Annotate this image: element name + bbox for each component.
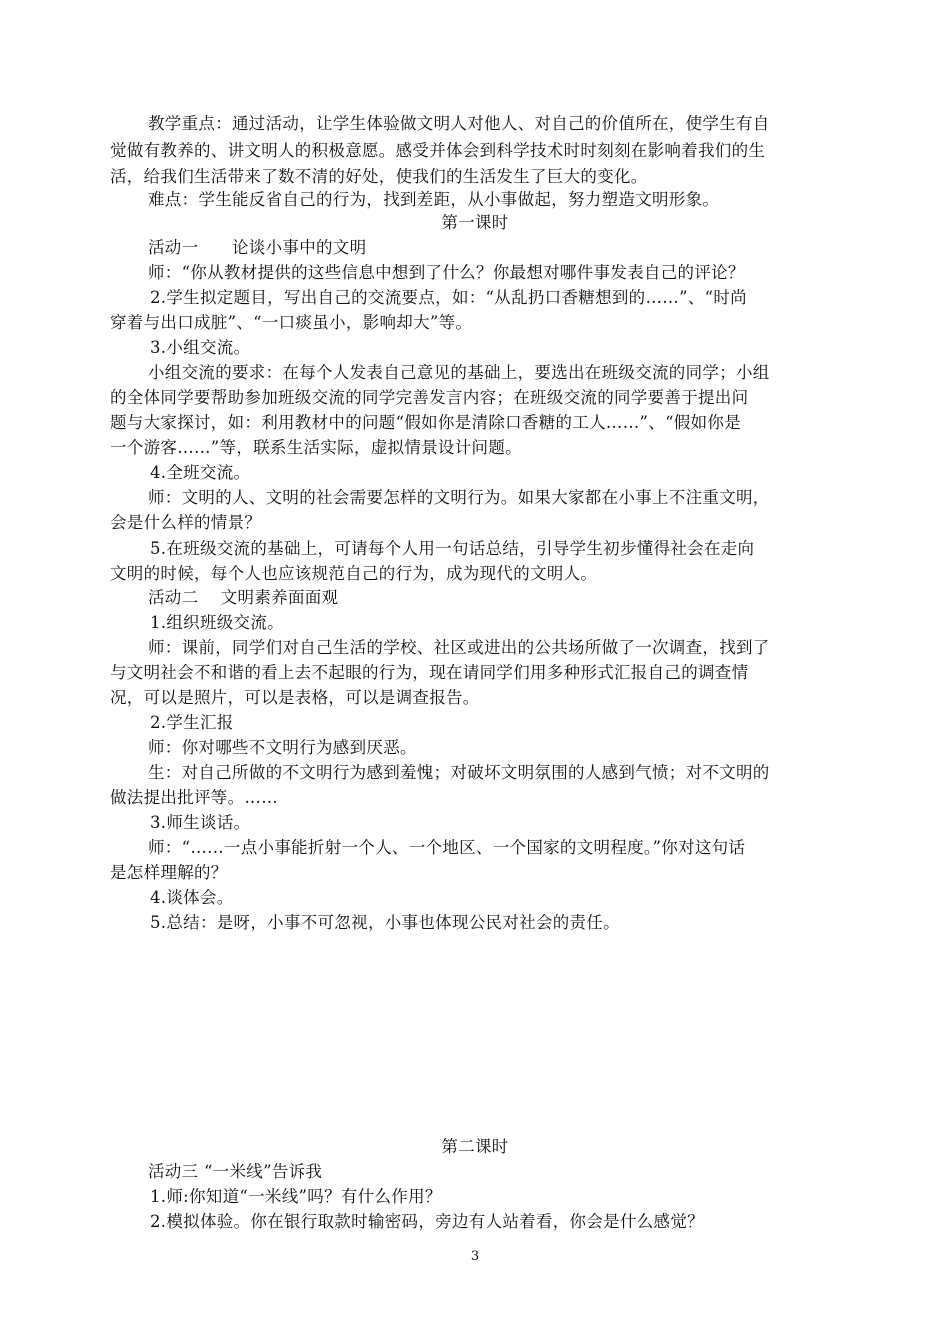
- list-item: 4.谈体会。: [150, 888, 234, 907]
- paragraph-line: 觉做有教养的、讲文明人的积极意愿。感受并体会到科学技术时时刻刻在影响着我们的生: [110, 141, 766, 160]
- paragraph-line: 穿着与出口成脏”、“一口痰虽小，影响却大”等。: [110, 313, 473, 332]
- list-item: 2.学生拟定题目，写出自己的交流要点，如：“从乱扔口香糖想到的……”、“时尚: [150, 288, 747, 307]
- paragraph-line: 难点：学生能反省自己的行为，找到差距，从小事做起，努力塑造文明形象。: [148, 190, 720, 209]
- paragraph-line: 活，给我们生活带来了数不清的好处，使我们的生活发生了巨大的变化。: [110, 167, 648, 186]
- list-item: 2.学生汇报: [150, 713, 234, 732]
- list-item: 4.全班交流。: [150, 463, 251, 482]
- paragraph-line: 况，可以是照片，可以是表格，可以是调查报告。: [110, 688, 480, 707]
- paragraph-line: 的全体同学要帮助参加班级交流的同学完善发言内容；在班级交流的同学要善于提出问: [110, 388, 749, 407]
- list-item: 1.组织班级交流。: [150, 613, 284, 632]
- list-item: 3.小组交流。: [150, 338, 251, 357]
- paragraph-line: 是怎样理解的？: [110, 863, 228, 882]
- paragraph-line: 与文明社会不和谐的看上去不起眼的行为，现在请同学们用多种形式汇报自己的调查情: [110, 663, 749, 682]
- page-number: 3: [470, 1249, 480, 1264]
- activity-heading: 活动二 文明素养面面观: [148, 588, 339, 607]
- paragraph-line: 小组交流的要求：在每个人发表自己意见的基础上，要选出在班级交流的同学；小组: [148, 363, 770, 382]
- activity-heading: 活动三 “一米线”告诉我: [148, 1162, 323, 1181]
- list-item: 3.师生谈话。: [150, 813, 251, 832]
- section-heading: 第一课时: [441, 213, 509, 232]
- list-item: 5.总结：是呀，小事不可忽视，小事也体现公民对社会的责任。: [150, 913, 620, 932]
- list-item: 1.师:你知道“一米线”吗？有什么作用？: [150, 1187, 442, 1206]
- paragraph-line: 生：对自己所做的不文明行为感到羞愧；对破坏文明氛围的人感到气愤；对不文明的: [148, 763, 770, 782]
- paragraph-line: 题与大家探讨，如：利用教材中的问题“假如你是清除口香糖的工人……”、“假如你是: [110, 413, 742, 432]
- paragraph-line: 教学重点：通过活动，让学生体验做文明人对他人、对自己的价值所在，使学生有自: [148, 114, 770, 133]
- paragraph-line: 师：文明的人、文明的社会需要怎样的文明行为。如果大家都在小事上不注重文明，: [148, 488, 770, 507]
- paragraph-line: 做法提出批评等。……: [110, 788, 278, 807]
- paragraph-line: 文明的时候，每个人也应该规范自己的行为，成为现代的文明人。: [110, 564, 598, 583]
- paragraph-line: 一个游客……”等，联系生活实际，虚拟情景设计问题。: [110, 438, 522, 457]
- paragraph-line: 师：“……一点小事能折射一个人、一个地区、一个国家的文明程度。”你对这句话: [148, 838, 746, 857]
- paragraph-line: 会是什么样的情景？: [110, 513, 262, 532]
- activity-heading: 活动一 论谈小事中的文明: [148, 238, 367, 257]
- list-item: 2.模拟体验。你在银行取款时输密码，旁边有人站着看，你会是什么感觉？: [150, 1212, 704, 1231]
- section-heading: 第二课时: [441, 1137, 509, 1156]
- list-item: 5.在班级交流的基础上，可请每个人用一句话总结，引导学生初步懂得社会在走向: [150, 539, 755, 558]
- paragraph-line: 师：“你从教材提供的这些信息中想到了什么？你最想对哪件事发表自己的评论？: [148, 263, 745, 282]
- paragraph-line: 师：课前，同学们对自己生活的学校、社区或进出的公共场所做了一次调查，找到了: [148, 638, 770, 657]
- paragraph-line: 师：你对哪些不文明行为感到厌恶。: [148, 738, 417, 757]
